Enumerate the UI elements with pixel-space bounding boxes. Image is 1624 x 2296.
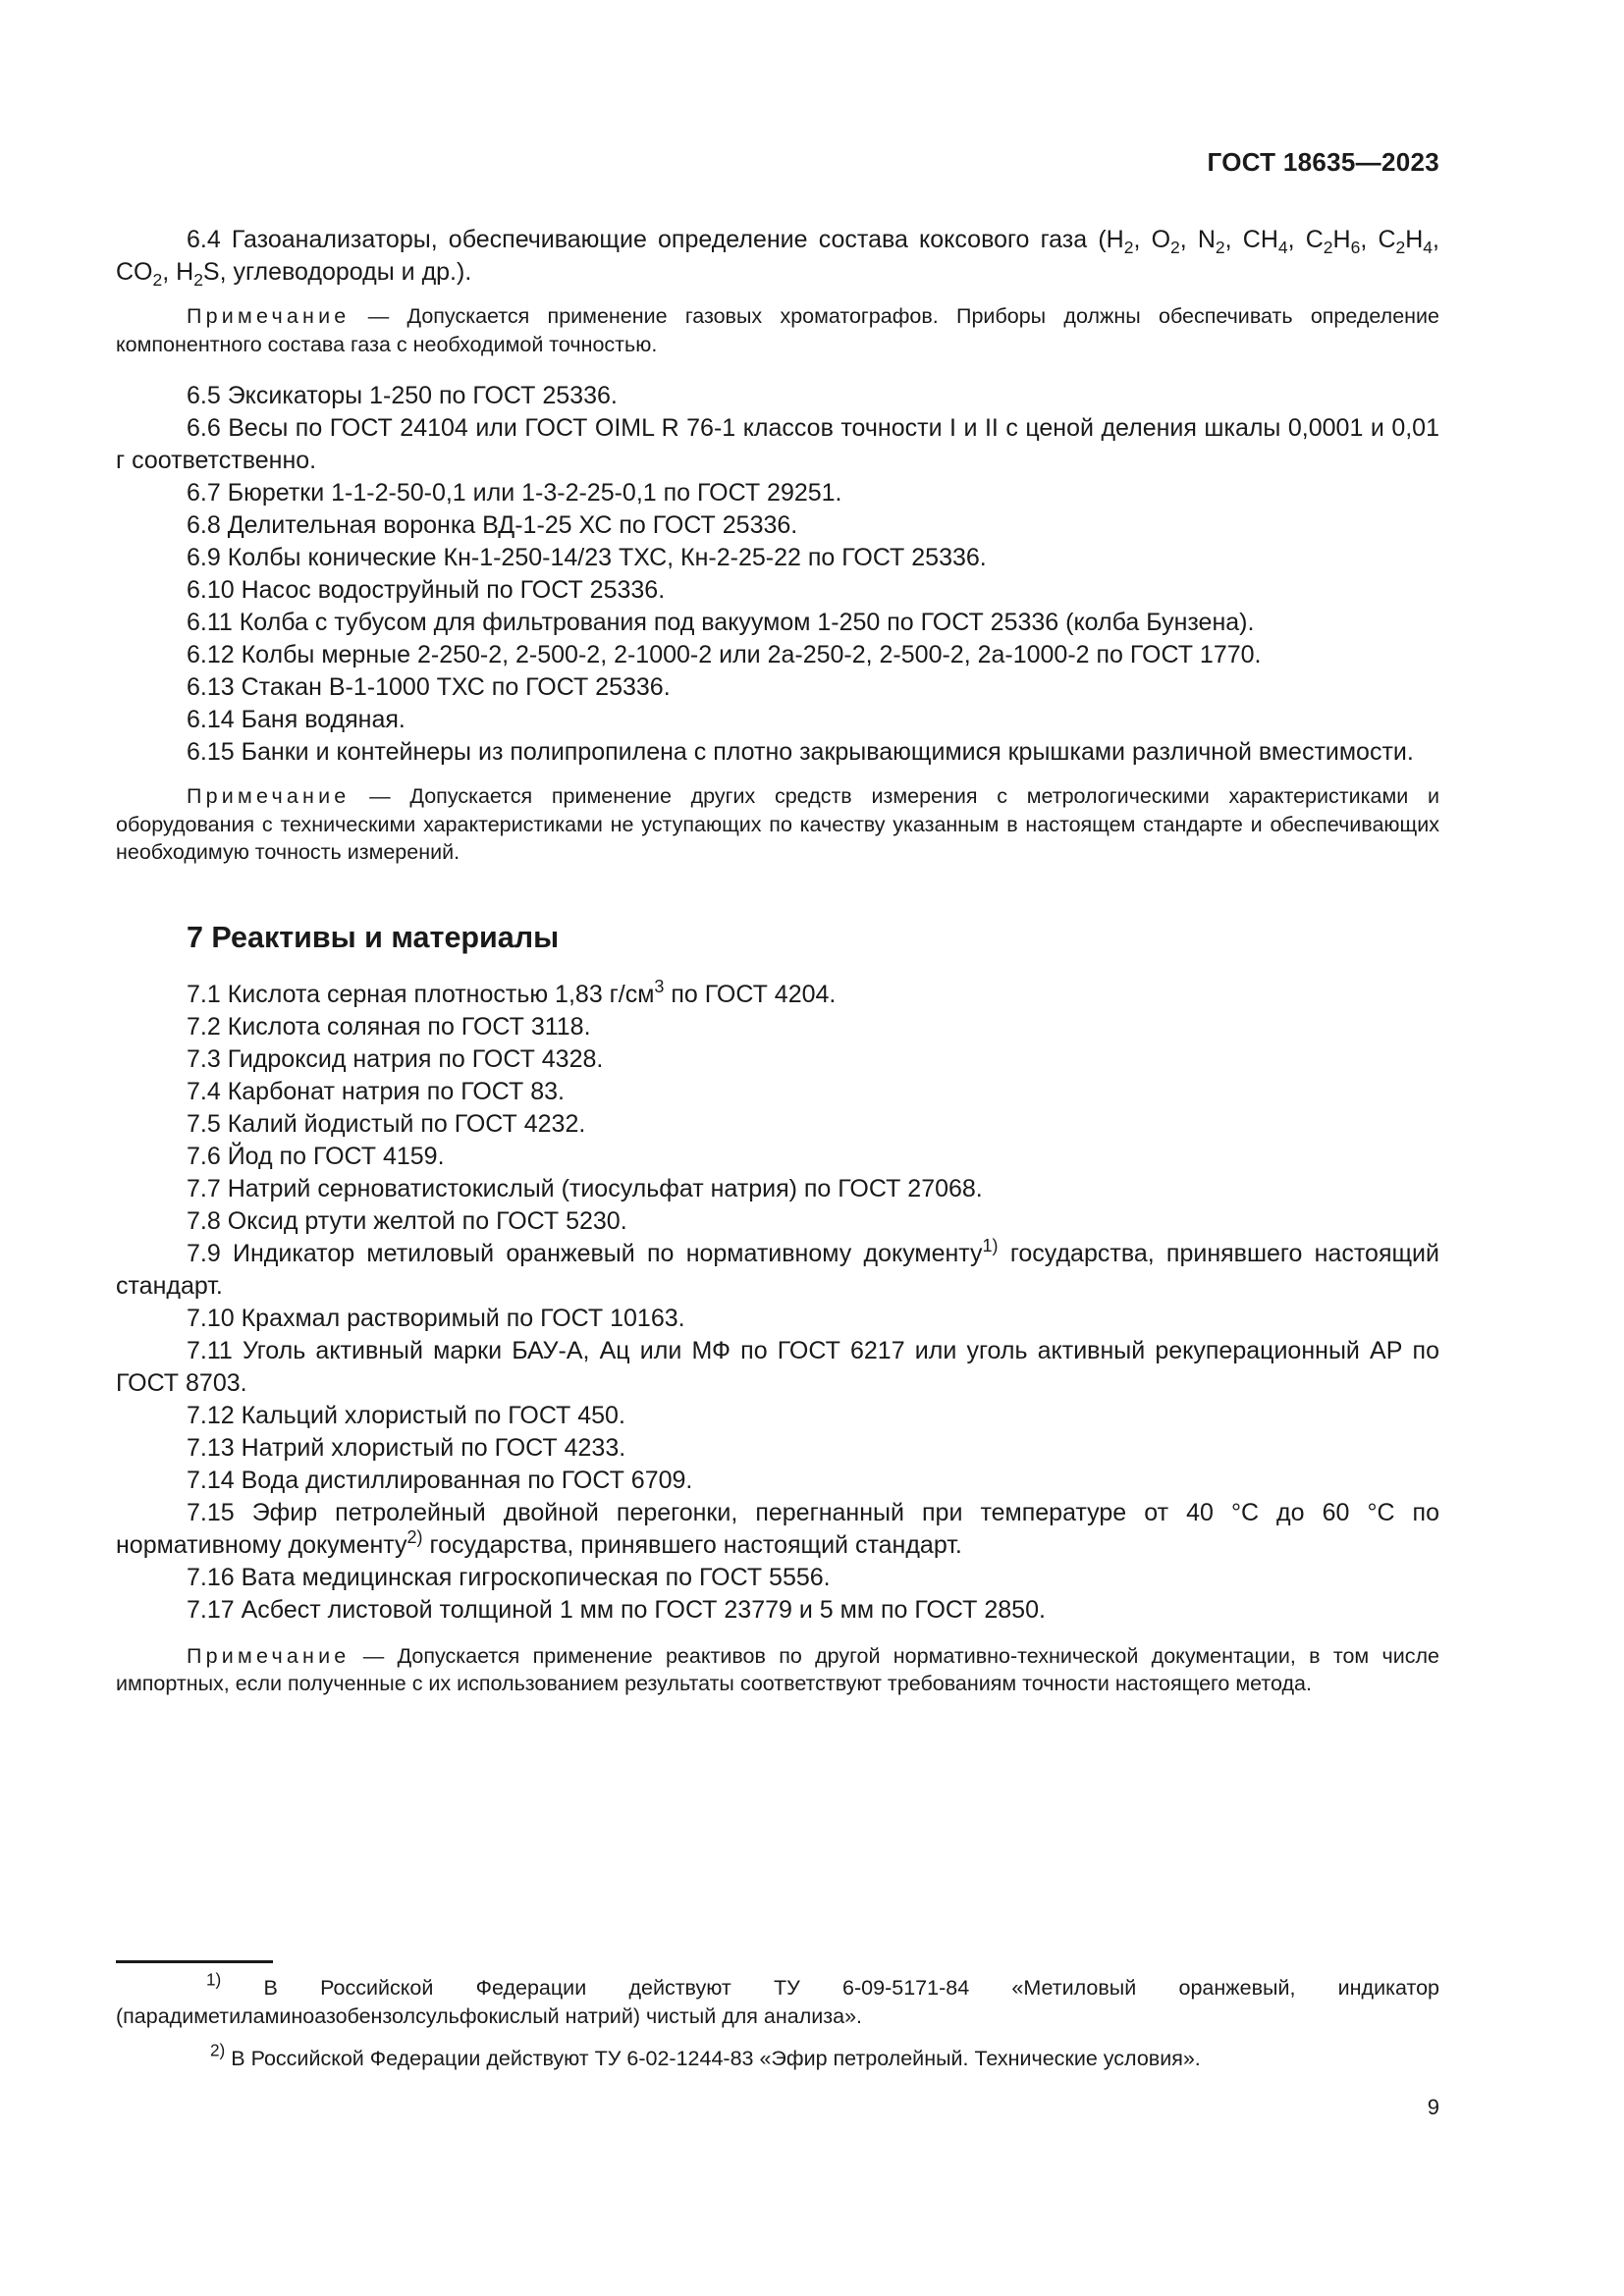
item-6-14: 6.14 Баня водяная. <box>187 706 406 733</box>
note-gas-chromatographs <box>116 302 1439 358</box>
formula-part: H <box>1405 226 1424 253</box>
item-6-4-lead: 6.4 Газоанализаторы, обеспечивающие определение состава коксового газа (H <box>187 226 1124 253</box>
note-text: — Допускается применение других средств измерения с метрологическими характеристиками и оборудования с техническими характеристиками не уступающих по качеству указанным в настоящем стандарте и обеспечивающих необходимую точность измерений. <box>116 784 1439 864</box>
item-7-8: 7.8 Оксид ртути желтой по ГОСТ 5230. <box>187 1206 627 1235</box>
item-7-10: 7.10 Крахмал растворимый по ГОСТ 10163. <box>187 1304 685 1332</box>
footnote-2 <box>116 2040 1439 2073</box>
formula-part: , CH <box>1224 226 1278 253</box>
footnote-ref-2[interactable]: 2) <box>406 1526 423 1547</box>
formula-part: H <box>1332 226 1351 253</box>
item-6-15: 6.15 Банки и контейнеры из полипропилена с плотно закрывающимися крышками различной вместимости. <box>187 738 1414 766</box>
note-label: Примечание <box>187 1643 351 1668</box>
item-7-4: 7.4 Карбонат натрия по ГОСТ 83. <box>187 1077 565 1105</box>
formula-part: , N <box>1179 226 1216 253</box>
footnote-mark: 2) <box>210 2040 226 2060</box>
note-measuring-instruments <box>116 782 1439 867</box>
footnote-ref-1[interactable]: 1) <box>982 1235 999 1255</box>
item-text-tail: по ГОСТ 4204. <box>664 980 837 1008</box>
item-6-9: 6.9 Колбы конические Кн-1-250-14/23 ТХС, Кн-2-25-22 по ГОСТ 25336. <box>187 544 987 571</box>
subscript: 4 <box>1423 238 1434 258</box>
note-label: Примечание <box>187 304 351 328</box>
item-6-11: 6.11 Колба с тубусом для фильтрования под вакуумом 1-250 по ГОСТ 25336 (колба Бунзена). <box>187 609 1255 636</box>
item-6-6: 6.6 Весы по ГОСТ 24104 или ГОСТ OIML R 76-1 классов точности I и II с ценой деления шкалы 0,0001 и 0,01 г соответственно. <box>116 414 1439 474</box>
footnote-text: В Российской Федерации действуют ТУ 6-09-5171-84 «Метиловый оранжевый, индикатор (парадиметиламиноазобензолсульфокислый натрий) чистый для анализа». <box>116 1976 1439 2028</box>
item-text: 7.1 Кислота серная плотностью 1,83 г/см <box>187 980 655 1008</box>
item-text: 7.9 Индикатор метиловый оранжевый по нормативному документу <box>187 1239 983 1267</box>
item-text: 7.15 Эфир петролейный двойной перегонки, перегнанный при температуре от 40 °С до 60 °С по нормативному документу <box>116 1498 1439 1559</box>
footnote-mark: 1) <box>206 1969 222 1990</box>
item-7-13: 7.13 Натрий хлористый по ГОСТ 4233. <box>187 1433 626 1462</box>
item-6-12: 6.12 Колбы мерные 2-250-2, 2-500-2, 2-1000-2 или 2а-250-2, 2-500-2, 2а-1000-2 по ГОСТ 1770. <box>187 641 1262 668</box>
superscript: 3 <box>654 976 665 996</box>
item-7-9 <box>116 1235 1439 1303</box>
item-6-13: 6.13 Стакан В-1-1000 ТХС по ГОСТ 25336. <box>187 673 671 701</box>
page-number: 9 <box>1427 2095 1439 2119</box>
item-6-4 <box>116 224 1439 289</box>
subscript: 6 <box>1350 238 1361 258</box>
subscript: 2 <box>1395 238 1406 258</box>
document-code-header: ГОСТ 18635—2023 <box>1207 147 1439 177</box>
item-7-5: 7.5 Калий йодистый по ГОСТ 4232. <box>187 1109 586 1138</box>
item-7-17: 7.17 Асбест листовой толщиной 1 мм по ГОСТ 23779 и 5 мм по ГОСТ 2850. <box>187 1595 1046 1624</box>
subscript: 2 <box>1123 238 1134 258</box>
item-7-16: 7.16 Вата медицинская гигроскопическая по ГОСТ 5556. <box>187 1563 831 1591</box>
subscript: 4 <box>1277 238 1288 258</box>
note-label: Примечание <box>187 784 351 808</box>
item-7-12: 7.12 Кальций хлористый по ГОСТ 450. <box>187 1401 625 1429</box>
item-7-3: 7.3 Гидроксид натрия по ГОСТ 4328. <box>187 1044 604 1073</box>
item-6-5: 6.5 Эксикаторы 1-250 по ГОСТ 25336. <box>187 382 618 409</box>
formula-part: , H <box>162 258 194 286</box>
formula-part: S, углеводороды и др.). <box>202 258 472 286</box>
item-7-15 <box>116 1497 1439 1562</box>
formula-part: , O <box>1133 226 1171 253</box>
item-7-7: 7.7 Натрий серноватистокислый (тиосульфат натрия) по ГОСТ 27068. <box>187 1174 983 1202</box>
item-7-6: 7.6 Йод по ГОСТ 4159. <box>187 1142 445 1170</box>
footnote-1 <box>116 1969 1439 2030</box>
subscript: 2 <box>1170 238 1180 258</box>
footnote-separator <box>116 1960 273 1963</box>
footnotes <box>116 1969 1439 2073</box>
section-heading-reagents: 7 Реактивы и материалы <box>187 920 560 954</box>
note-text: — Допускается применение реактивов по другой нормативно-технической документации, в том числе импортных, если полученные с их использованием результаты соответствуют требованиям точности настоящего метода. <box>116 1643 1439 1695</box>
page-body <box>116 224 1439 1698</box>
item-text-tail: государства, принявшего настоящий стандарт. <box>422 1530 962 1559</box>
item-7-14: 7.14 Вода дистиллированная по ГОСТ 6709. <box>187 1466 693 1494</box>
formula-part: , C <box>1287 226 1324 253</box>
item-7-2: 7.2 Кислота соляная по ГОСТ 3118. <box>187 1012 591 1041</box>
item-6-7: 6.7 Бюретки 1-1-2-50-0,1 или 1-3-2-25-0,1 по ГОСТ 29251. <box>187 479 842 507</box>
item-6-10: 6.10 Насос водоструйный по ГОСТ 25336. <box>187 576 666 604</box>
formula-part: , CO <box>116 226 1439 286</box>
item-text-tail: государства, принявшего настоящий стандарт. <box>116 1239 1439 1300</box>
item-6-8: 6.8 Делительная воронка ВД-1-25 ХС по ГОСТ 25336. <box>187 511 798 539</box>
item-7-1 <box>116 976 1439 1011</box>
formula-part: , C <box>1360 226 1396 253</box>
subscript: 2 <box>1215 238 1225 258</box>
note-text: — Допускается применение газовых хроматографов. Приборы должны обеспечивать определение компонентного состава газа с необходимой точностью. <box>116 304 1439 356</box>
note-reagents <box>116 1642 1439 1698</box>
footnote-text: В Российской Федерации действуют ТУ 6-02-1244-83 «Эфир петролейный. Технические условия». <box>225 2047 1201 2070</box>
item-7-11: 7.11 Уголь активный марки БАУ-А, Ац или МФ по ГОСТ 6217 или уголь активный рекуперационный АР по ГОСТ 8703. <box>116 1336 1439 1397</box>
subscript: 2 <box>1323 238 1333 258</box>
subscript: 2 <box>193 270 203 291</box>
subscript: 2 <box>152 270 163 291</box>
